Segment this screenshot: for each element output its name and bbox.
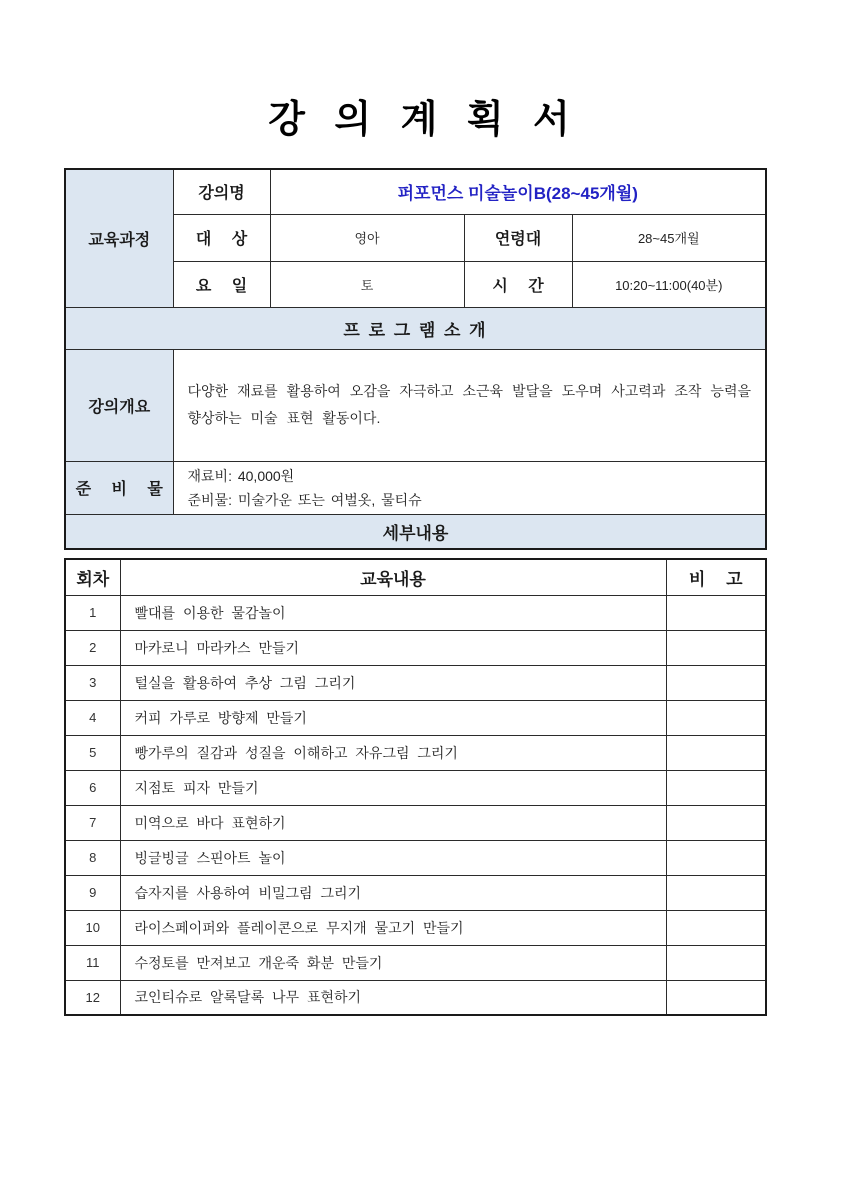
target-value: 영아 [270,214,464,261]
table-row [65,735,766,770]
session-content: 습자지를 사용하여 비밀그림 그리기 [120,875,666,910]
program-intro-band: 프 로 그 램 소 개 [65,307,766,349]
session-number: 9 [65,875,120,910]
materials-row [65,461,766,514]
course-name-row [65,169,766,214]
time-label: 시 간 [464,261,572,307]
table-row [65,875,766,910]
session-note [666,735,766,770]
materials-line-cost: 재료비: 40,000원 [187,467,295,484]
session-note [666,945,766,980]
table-row [65,630,766,665]
overview-row [65,349,766,461]
day-value: 토 [270,261,464,307]
table-row [65,980,766,1015]
session-content: 빵가루의 질감과 성질을 이해하고 자유그림 그리기 [120,735,666,770]
session-content: 미역으로 바다 표현하기 [120,805,666,840]
session-note [666,805,766,840]
table-row [65,665,766,700]
session-number: 11 [65,945,120,980]
materials-line-items: 준비물: 미술가운 또는 여벌옷, 물티슈 [187,491,422,508]
session-note [666,875,766,910]
overview-label: 강의개요 [65,349,173,461]
session-content: 수정토를 만져보고 개운죽 화분 만들기 [120,945,666,980]
session-number: 1 [65,595,120,630]
session-content: 빙글빙글 스핀아트 놀이 [120,840,666,875]
session-number: 6 [65,770,120,805]
materials-text [173,461,766,514]
overview-text: 다양한 재료를 활용하여 오감을 자극하고 소근육 발달을 도우며 사고력과 조작 능력을 향상하는 미술 표현 활동이다. [173,349,766,461]
table-row [65,700,766,735]
table-row [65,805,766,840]
session-content: 커피 가루로 방향제 만들기 [120,700,666,735]
session-number: 4 [65,700,120,735]
session-note [666,700,766,735]
table-row [65,910,766,945]
program-intro-band-row [65,307,766,349]
session-number: 12 [65,980,120,1015]
day-label: 요 일 [173,261,270,307]
session-content: 털실을 활용하여 추상 그림 그리기 [120,665,666,700]
detail-schedule-table [64,558,767,1016]
session-note [666,665,766,700]
session-number: 3 [65,665,120,700]
course-info-table [64,168,767,550]
course-section-label: 교육과정 [65,169,173,307]
detail-header-row [65,559,766,595]
course-name-value: 퍼포먼스 미술놀이B(28~45개월) [270,169,766,214]
session-content: 지점토 피자 만들기 [120,770,666,805]
details-band-row [65,514,766,549]
table-row [65,770,766,805]
session-note [666,770,766,805]
session-number: 7 [65,805,120,840]
session-number: 10 [65,910,120,945]
session-note [666,595,766,630]
time-value: 10:20~11:00(40분) [572,261,766,307]
col-header-note: 비 고 [666,559,766,595]
col-header-content: 교육내용 [120,559,666,595]
age-label: 연령대 [464,214,572,261]
course-name-label: 강의명 [173,169,270,214]
session-note [666,980,766,1015]
table-row [65,840,766,875]
session-number: 5 [65,735,120,770]
table-row [65,595,766,630]
session-number: 8 [65,840,120,875]
session-number: 2 [65,630,120,665]
page-title: 강 의 계 획 서 [268,99,580,141]
col-header-session: 회차 [65,559,120,595]
session-content: 마카로니 마라카스 만들기 [120,630,666,665]
age-value: 28~45개월 [572,214,766,261]
session-content: 코인티슈로 알록달록 나무 표현하기 [120,980,666,1015]
target-label: 대 상 [173,214,270,261]
session-content: 라이스페이퍼와 플레이콘으로 무지개 물고기 만들기 [120,910,666,945]
session-note [666,630,766,665]
materials-label: 준 비 물 [65,461,173,514]
session-content: 빨대를 이용한 물감놀이 [120,595,666,630]
session-note [666,910,766,945]
session-note [666,840,766,875]
table-row [65,945,766,980]
details-band: 세부내용 [65,514,766,549]
